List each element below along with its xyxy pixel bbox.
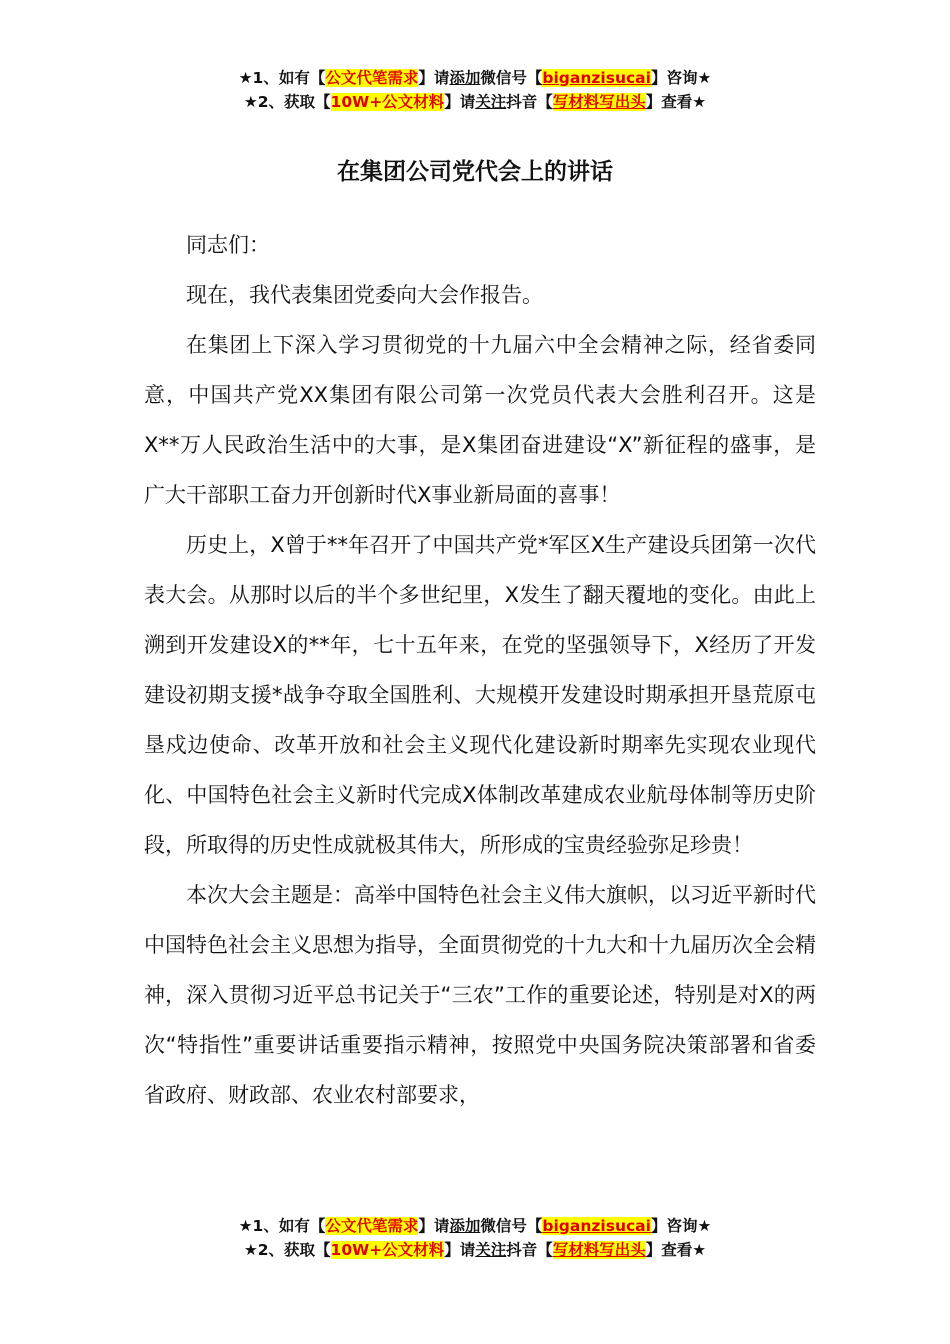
bottom-banner (0, 1214, 950, 1262)
highlight-materials: 10W+公文材料 (330, 93, 445, 111)
paragraph-4: 本次大会主题是：高举中国特色社会主义伟大旗帜，以习近平新时代中国特色社会主义思想为指导，全面贯彻党的十九大和十九届历次全会精神，深入贯彻习近平总书记关于“三农”工作的重要论述，特别是对X的两次“特指性”重要讲话重要指示精神，按照党中央国务院决策部署和省委省政府、财政部、农业农村部要求， (144, 883, 816, 1107)
document-body (144, 220, 816, 1120)
wechat-id-link[interactable]: biganzisucai (542, 1217, 651, 1235)
highlight-materials: 10W+公文材料 (330, 1241, 445, 1259)
banner-line-2: ★2、获取【10W+公文材料】请关注抖音【写材料写出头】查看★ (243, 93, 707, 111)
paragraph-salutation: 同志们： (186, 233, 270, 257)
highlight-service: 公文代笔需求 (325, 1217, 419, 1235)
top-banner (0, 66, 950, 114)
highlight-service: 公文代笔需求 (325, 69, 419, 87)
douyin-account-link[interactable]: 写材料写出头 (552, 93, 646, 111)
paragraph-1: 现在，我代表集团党委向大会作报告。 (186, 283, 543, 307)
paragraph-3: 历史上，X曾于**年召开了中国共产党*军区X生产建设兵团第一次代表大会。从那时以后的半个多世纪里，X发生了翻天覆地的变化。由此上溯到开发建设X的**年，七十五年来，在党的坚强领导下，X经历了开发建设初期支援*战争夺取全国胜利、大规模开发建设时期承担开垦荒原屯垦戍边使命、改革开放和社会主义现代化建设新时期率先实现农业现代化、中国特色社会主义新时代完成X体制改革建成农业航母体制等历史阶段，所取得的历史性成就极其伟大，所形成的宝贵经验弥足珍贵！ (144, 533, 816, 857)
paragraph-2: 在集团上下深入学习贯彻党的十九届六中全会精神之际，经省委同意，中国共产党XX集团有限公司第一次党员代表大会胜利召开。这是X**万人民政治生活中的大事，是X集团奋进建设“X”新征程的盛事，是广大干部职工奋力开创新时代X事业新局面的喜事！ (144, 333, 816, 507)
banner-line-2: ★2、获取【10W+公文材料】请关注抖音【写材料写出头】查看★ (243, 1241, 707, 1259)
douyin-account-link[interactable]: 写材料写出头 (552, 1241, 646, 1259)
banner-line-1: ★1、如有【公文代笔需求】请添加微信号【biganzisucai】咨询★ (238, 1217, 712, 1235)
document-title: 在集团公司党代会上的讲话 (337, 159, 613, 185)
wechat-id-link[interactable]: biganzisucai (542, 69, 651, 87)
banner-line-1: ★1、如有【公文代笔需求】请添加微信号【biganzisucai】咨询★ (238, 69, 712, 87)
